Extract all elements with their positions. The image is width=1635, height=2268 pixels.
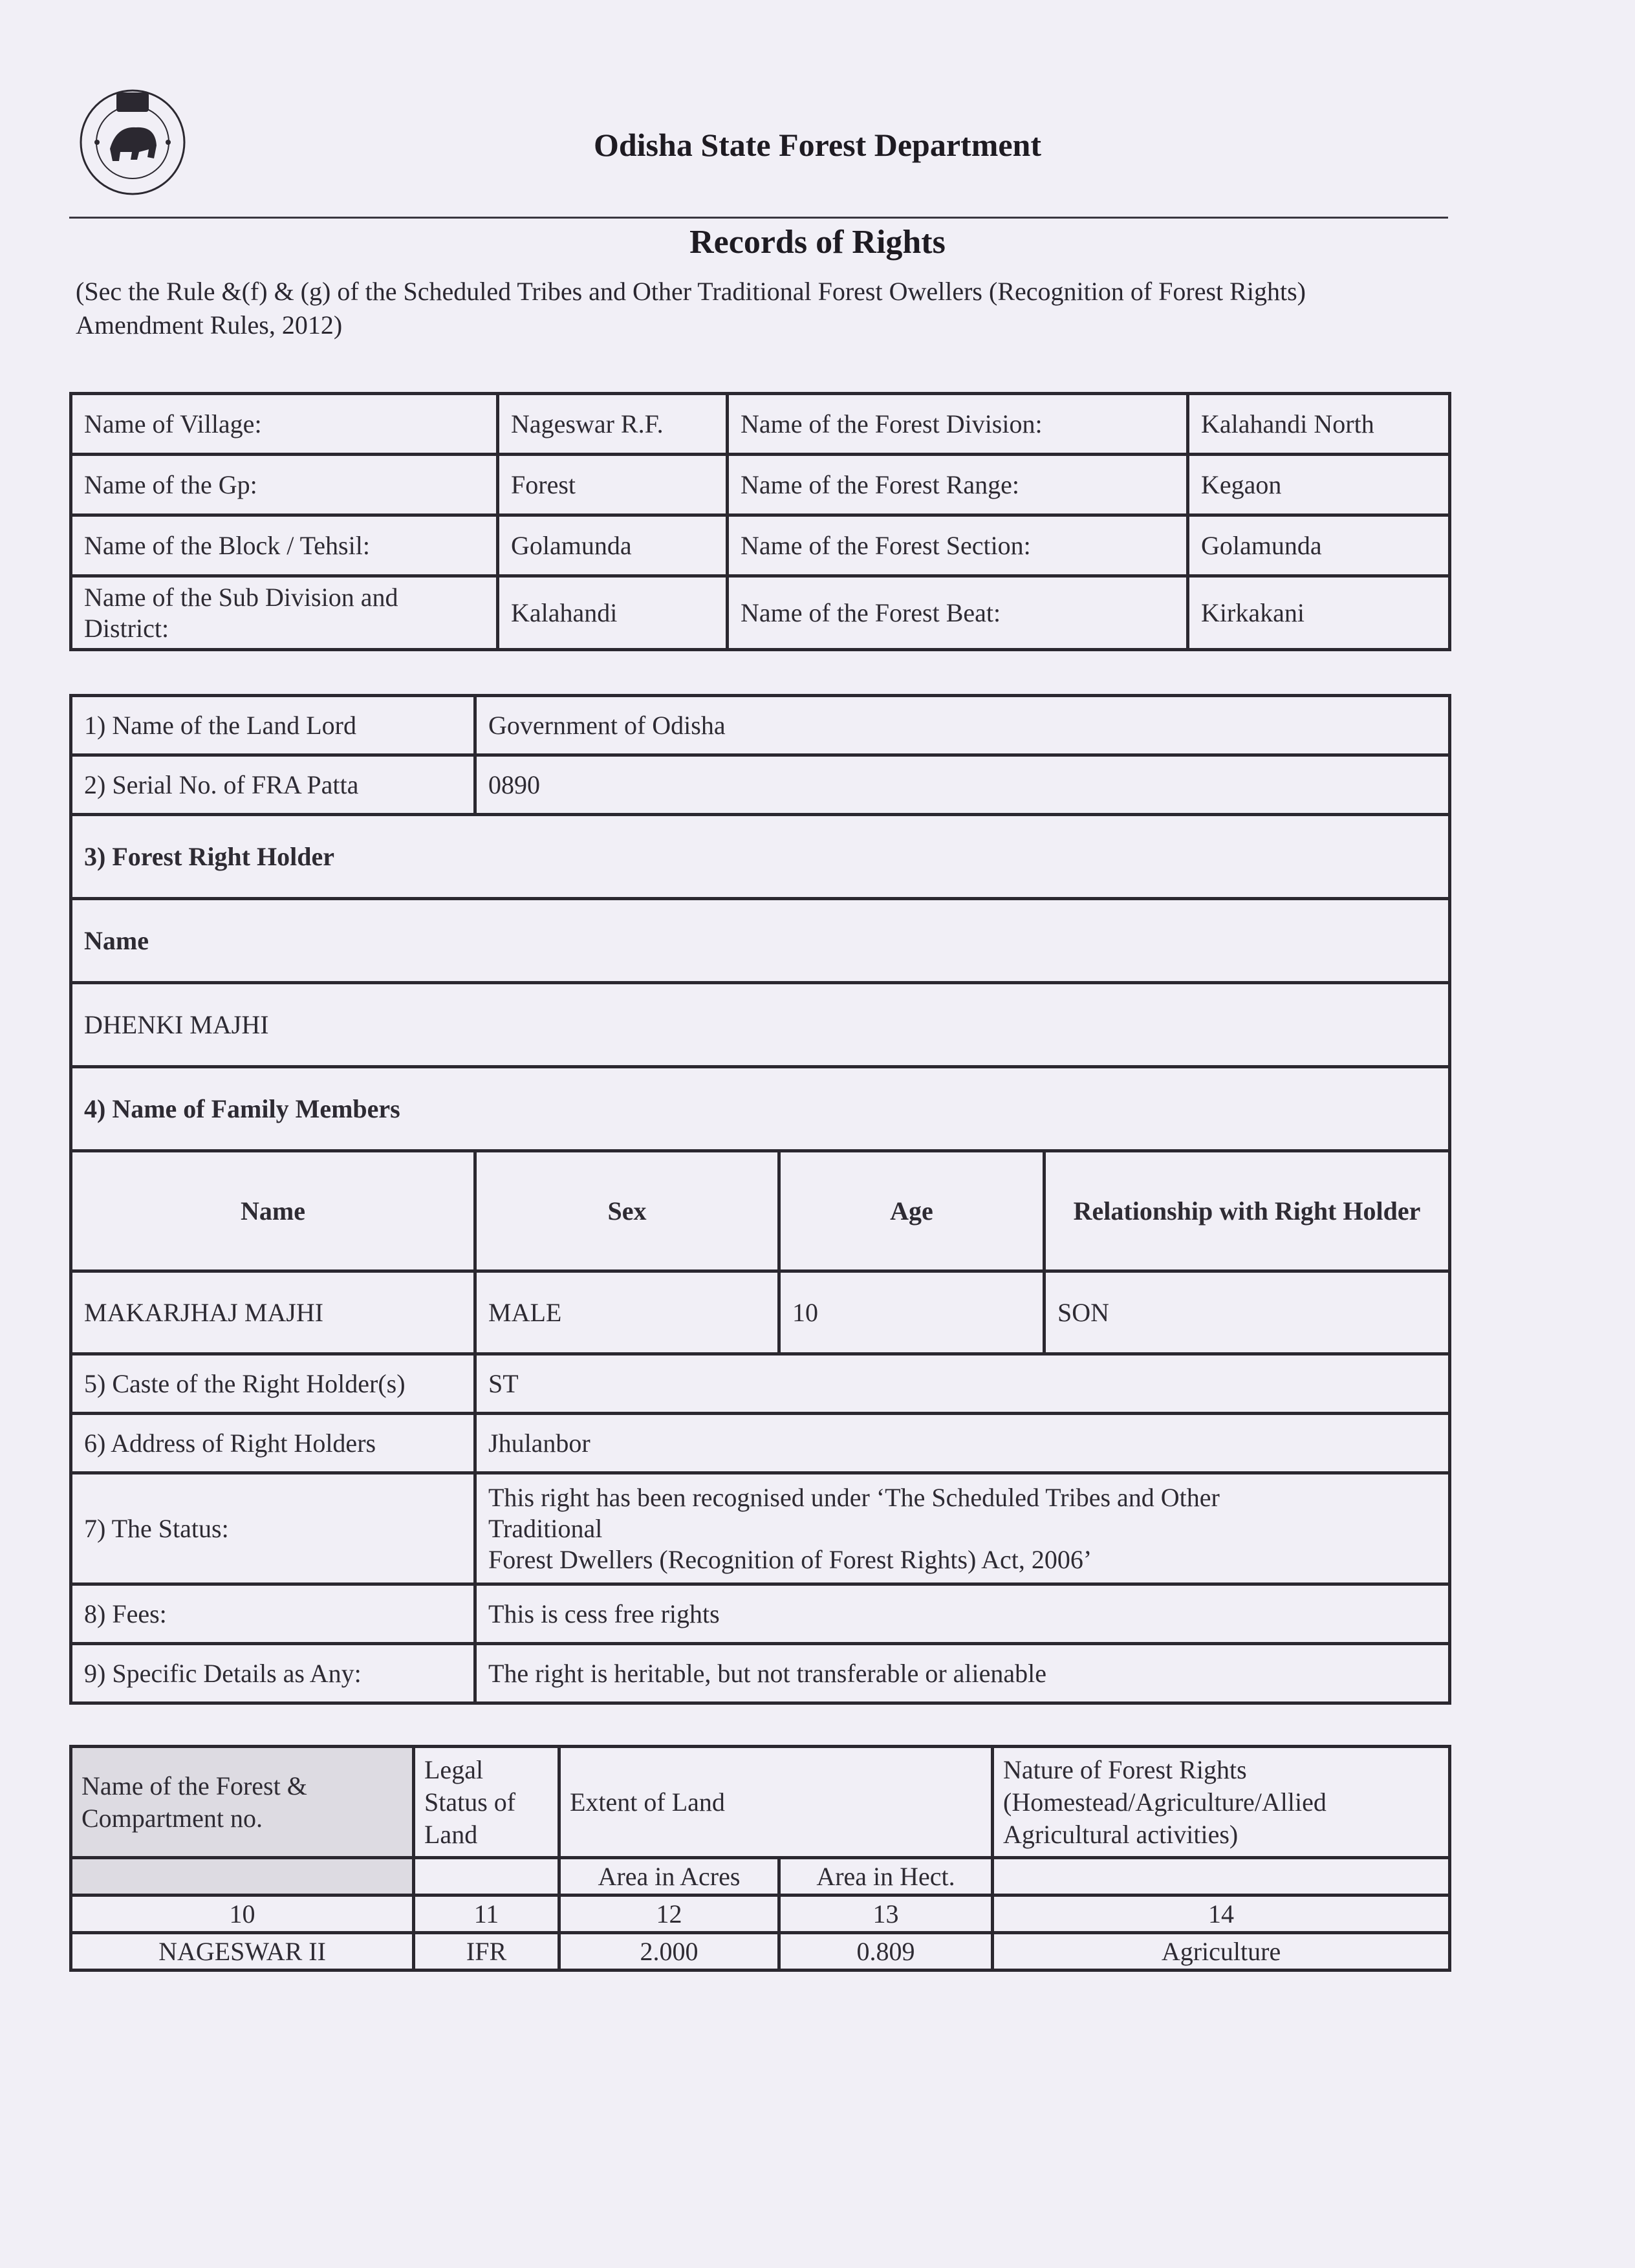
family-member-sex: MALE [475,1271,779,1354]
village-label: Name of Village: [71,394,498,455]
land-num-12: 12 [559,1895,779,1933]
serial-label: 2) Serial No. of FRA Patta [71,755,475,815]
block-label: Name of the Block / Tehsil: [71,515,498,576]
family-heading: 4) Name of Family Members [71,1067,1450,1151]
record-table [69,694,1451,1705]
range-value: Kegaon [1188,455,1450,515]
holder-heading: 3) Forest Right Holder [71,815,1450,899]
land-forest-value: NAGESWAR II [71,1933,414,1971]
location-table [69,392,1451,651]
table-row [71,1271,1450,1354]
department-title: Odisha State Forest Department [593,127,1042,163]
land-col-nature: Nature of Forest Rights (Homestead/Agriculture/Allied Agricultural activities) [993,1747,1450,1858]
specific-label: 9) Specific Details as Any: [71,1644,475,1703]
header-divider [69,217,1448,219]
beat-label: Name of the Forest Beat: [728,576,1188,650]
land-col-legal: Legal Status of Land [414,1747,559,1858]
family-col-name: Name [71,1151,475,1271]
address-label: 6) Address of Right Holders [71,1414,475,1473]
land-num-14: 14 [993,1895,1450,1933]
status-line-2: Traditional [488,1513,603,1543]
land-sub-acres: Area in Acres [559,1858,779,1895]
subdivision-label: Name of the Sub Division and District: [71,576,498,650]
land-nature-value: Agriculture [993,1933,1450,1971]
range-label: Name of the Forest Range: [728,455,1188,515]
land-col-forest: Name of the Forest & Compartment no. [71,1747,414,1858]
specific-value: The right is heritable, but not transferable or alienable [475,1644,1450,1703]
status-line-1: This right has been recognised under ‘The Scheduled Tribes and Other [488,1482,1220,1512]
caste-value: ST [475,1354,1450,1414]
land-num-13: 13 [779,1895,993,1933]
land-legal-value: IFR [414,1933,559,1971]
land-sub-hect: Area in Hect. [779,1858,993,1895]
block-value: Golamunda [498,515,728,576]
land-col-extent: Extent of Land [559,1747,993,1858]
landlord-label: 1) Name of the Land Lord [71,696,475,755]
family-col-sex: Sex [475,1151,779,1271]
family-col-relationship: Relationship with Right Holder [1045,1151,1450,1271]
name-heading: Name [71,899,1450,983]
status-line-3: Forest Dwellers (Recognition of Forest Rights) Act, 2006’ [488,1544,1092,1574]
status-label: 7) The Status: [71,1473,475,1584]
landlord-value: Government of Odisha [475,696,1450,755]
land-sub-blank-3 [993,1858,1450,1895]
division-value: Kalahandi North [1188,394,1450,455]
section-label: Name of the Forest Section: [728,515,1188,576]
gp-value: Forest [498,455,728,515]
land-sub-blank-2 [414,1858,559,1895]
fees-label: 8) Fees: [71,1584,475,1644]
address-value: Jhulanbor [475,1414,1450,1473]
family-member-age: 10 [779,1271,1045,1354]
holder-name: DHENKI MAJHI [71,983,1450,1067]
status-value [475,1473,1450,1584]
table-row [71,1933,1450,1971]
serial-value: 0890 [475,755,1450,815]
beat-value: Kirkakani [1188,576,1450,650]
gp-label: Name of the Gp: [71,455,498,515]
subdivision-value: Kalahandi [498,576,728,650]
land-num-10: 10 [71,1895,414,1933]
family-member-name: MAKARJHAJ MAJHI [71,1271,475,1354]
family-member-relationship: SON [1045,1271,1450,1354]
fees-value: This is cess free rights [475,1584,1450,1644]
land-num-11: 11 [414,1895,559,1933]
division-label: Name of the Forest Division: [728,394,1188,455]
caste-label: 5) Caste of the Right Holder(s) [71,1354,475,1414]
land-hect-value: 0.809 [779,1933,993,1971]
section-value: Golamunda [1188,515,1450,576]
land-acres-value: 2.000 [559,1933,779,1971]
document-subtitle: (Sec the Rule &(f) & (g) of the Scheduled Tribes and Other Traditional Forest Owellers (Recognition of Forest Rights) Amendment Rules, 2012) [76,277,1306,340]
land-table [69,1745,1451,1972]
village-value: Nageswar R.F. [498,394,728,455]
document-title: Records of Rights [689,224,946,261]
family-col-age: Age [779,1151,1045,1271]
land-sub-blank-1 [71,1858,414,1895]
